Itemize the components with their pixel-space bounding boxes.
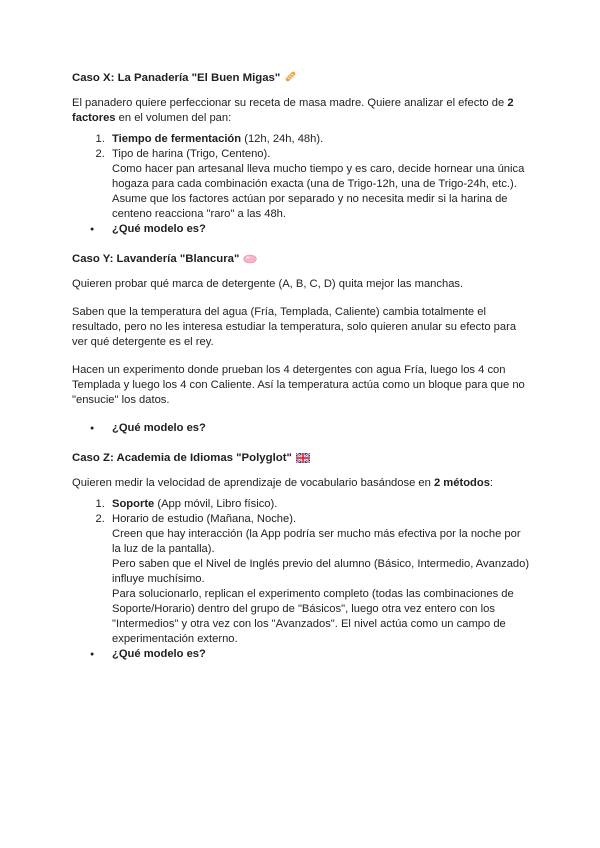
caso-z-note-1: Creen que hay interacción (la App podría ser mucho más efectiva por la noche por la luz de la pantalla). xyxy=(112,528,521,555)
caso-y-title-text: Caso Y: Lavandería "Blancura" xyxy=(72,253,240,265)
caso-x-question-text: ¿Qué modelo es? xyxy=(112,223,206,235)
caso-x-intro-bold-num: 2 xyxy=(507,97,514,109)
caso-y-paragraph-3: Hacen un experimento donde prueban los 4 detergentes con agua Fría, luego los 4 con Templada y luego los 4 con Caliente. Así la temperatura actúa como un bloque para que no "ensucie" los datos. xyxy=(72,364,525,406)
caso-x-intro-bold-word: factores xyxy=(72,112,116,124)
caso-x-title-text: Caso X: La Panadería "El Buen Migas" xyxy=(72,72,281,84)
caso-x-intro-text: El panadero quiere perfeccionar su receta de masa madre. Quiere analizar el efecto de xyxy=(72,97,508,109)
caso-x-factor-1-name: Tiempo de fermentación xyxy=(112,133,242,145)
caso-z-question-text: ¿Qué modelo es? xyxy=(112,648,206,660)
uk-flag-icon xyxy=(296,452,310,468)
caso-z-intro-tail: : xyxy=(489,477,494,489)
caso-x-factor-2-text: Tipo de harina (Trigo, Centeno). xyxy=(112,148,271,160)
caso-z-intro-bold: 2 métodos xyxy=(433,477,490,489)
caso-x-note-1: Como hacer pan artesanal lleva mucho tiempo y es caro, decide hornear una única hogaza para cada combinación exacta (una de Trigo-12h, una de Trigo-24h, etc.). xyxy=(112,163,525,190)
caso-z-factor-1-name: Soporte xyxy=(112,498,155,510)
caso-y-question-list xyxy=(72,421,532,436)
caso-z-factor-list xyxy=(72,497,532,647)
caso-y-paragraph-1: Quieren probar qué marca de detergente (A, B, C, D) quita mejor las manchas. xyxy=(72,278,464,290)
caso-x-factor-list xyxy=(72,132,532,222)
caso-z-intro xyxy=(72,476,532,491)
caso-y-paragraph-2: Saben que la temperatura del agua (Fría, Templada, Caliente) cambia totalmente el resultado, pero no les interesa estudiar la temperatura, solo quieren anular su efecto para ver qué detergente es el rey. xyxy=(72,306,517,348)
baguette-icon xyxy=(284,70,297,88)
caso-z-factor-2 xyxy=(108,512,532,647)
caso-x-question xyxy=(108,222,532,237)
caso-z-title xyxy=(72,450,532,468)
soap-icon xyxy=(243,253,257,269)
caso-z-factor-1 xyxy=(108,497,532,512)
caso-x-intro-tail: en el volumen del pan: xyxy=(115,112,232,124)
caso-z-note-2: Pero saben que el Nivel de Inglés previo del alumno (Básico, Intermedio, Avanzado) influye muchísimo. xyxy=(112,558,530,585)
caso-y-title xyxy=(72,251,532,269)
caso-y-question xyxy=(108,421,532,436)
caso-z-question xyxy=(108,647,532,662)
document-content xyxy=(72,70,532,662)
caso-x-factor-1 xyxy=(108,132,532,147)
caso-x-intro xyxy=(72,96,532,126)
caso-x-section xyxy=(72,70,532,237)
caso-z-title-text: Caso Z: Academia de Idiomas "Polyglot" xyxy=(72,452,292,464)
caso-y-question-text: ¿Qué modelo es? xyxy=(112,422,206,434)
caso-x-factor-1-levels: (12h, 24h, 48h). xyxy=(241,133,324,145)
caso-x-question-list xyxy=(72,222,532,237)
caso-x-note-2: Asume que los factores actúan por separado y no necesita medir si la harina de centeno reacciona "raro" a las 48h. xyxy=(112,193,508,220)
caso-z-factor-1-levels: (App móvil, Libro físico). xyxy=(154,498,278,510)
caso-y-section xyxy=(72,251,532,436)
caso-x-factor-2 xyxy=(108,147,532,222)
caso-z-intro-text: Quieren medir la velocidad de aprendizaje de vocabulario basándose en xyxy=(72,477,434,489)
caso-z-section xyxy=(72,450,532,662)
caso-z-question-list xyxy=(72,647,532,662)
caso-z-note-3: Para solucionarlo, replican el experimento completo (todas las combinaciones de Soporte/Horario) dentro del grupo de "Básicos", luego otra vez entero con los "Intermedios" y otra vez con los "Avanzados". El nivel actúa como un campo de experimentación externo. xyxy=(112,588,514,645)
caso-z-factor-2-text: Horario de estudio (Mañana, Noche). xyxy=(112,513,297,525)
caso-x-title xyxy=(72,70,532,88)
